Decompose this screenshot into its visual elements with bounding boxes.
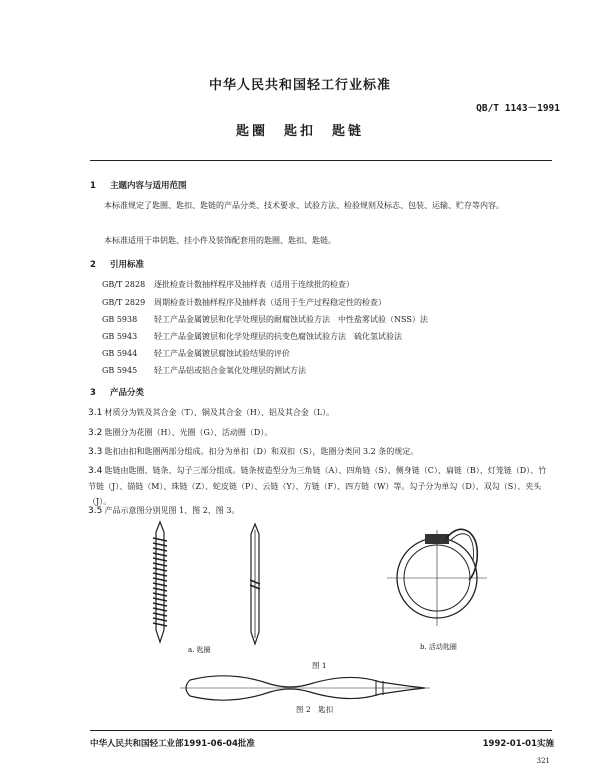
clause-text: 匙圈分为花圈（H）、光圈（G）、活动圈（D）。 (104, 428, 273, 437)
clause-text: 匙链由匙圈、链条、勾子三部分组成。链条按造型分为三角链（A）、四角链（S）、侧身链（C）、扁链（B）、灯笼链（D）、竹节链（J）、锚链（M）、珠链（Z）、蛇皮链（P）、云链（Y）、方链（F）、四方链（W）等。勾子分为单勾（D）、双勾（S）、夹头（J）。 (88, 466, 547, 506)
section-3-title: 产品分类 (110, 388, 145, 398)
reference-code: GB 5945 (102, 366, 138, 375)
reference-text: 逐批检查计数抽样程序及抽样表（适用于连续批的检查） (154, 280, 354, 289)
clause-number: 3.2 (88, 428, 103, 438)
section-1-paragraph-2: 本标准适用于串钥匙、挂小件及装饰配套用的匙圈、匙扣、匙链。 (104, 236, 336, 245)
active-key-ring-illustration (385, 520, 495, 630)
section-2-heading (90, 258, 144, 270)
figure-1b-label: b. 活动匙圈 (420, 643, 457, 651)
clause-number: 3.3 (88, 447, 103, 457)
reference-item (102, 296, 386, 309)
clause-number: 3.4 (88, 466, 103, 476)
standard-title: 中华人民共和国轻工行业标准 (208, 78, 391, 93)
figure-1-caption: 图 1 (312, 661, 327, 670)
reference-item (102, 347, 290, 360)
clause-3-2 (88, 425, 552, 441)
standard-code: QB/T 1143－1991 (476, 103, 560, 114)
section-3-number: 3 (90, 388, 96, 398)
reference-text: 轻工产品金属镀层腐蚀试验结果的评价 (154, 349, 290, 358)
section-2-title: 引用标准 (110, 260, 145, 270)
reference-item (102, 364, 306, 377)
clause-number: 3.5 (88, 506, 103, 516)
reference-code: GB/T 2829 (102, 298, 146, 307)
figure-1a-label: a. 匙圈 (188, 646, 211, 654)
clause-3-3 (88, 444, 552, 460)
clause-3-1 (88, 405, 552, 421)
reference-item (102, 278, 354, 291)
document-title: 匙圈 匙扣 匙链 (235, 124, 364, 139)
reference-item (102, 313, 428, 326)
section-1-paragraph-1: 本标准规定了匙圈、匙扣、匙链的产品分类、技术要求、试验方法、检验规则及标志、包装、运输、贮存等内容。 (104, 201, 504, 210)
reference-text: 周期检查计数抽样程序及抽样表（适用于生产过程稳定性的检查） (154, 298, 386, 307)
section-3-heading (90, 386, 144, 398)
key-clip-illustration (180, 668, 430, 708)
clause-number: 3.1 (88, 408, 103, 418)
key-ring-side-illustration (240, 522, 270, 647)
clause-3-5 (88, 503, 552, 519)
reference-code: GB 5938 (102, 315, 138, 324)
section-1-number: 1 (90, 181, 96, 191)
section-1-heading (90, 179, 187, 191)
reference-code: GB 5943 (102, 332, 138, 341)
clause-text: 材质分为铁及其合金（T）、铜及其合金（H）、铝及其合金（L）。 (104, 408, 335, 417)
reference-code: GB 5944 (102, 349, 138, 358)
key-ring-coil-illustration (140, 520, 180, 645)
reference-text: 轻工产品金属镀层和化学处理层的耐腐蚀试验方法 中性盐雾试验（NSS）法 (154, 315, 428, 324)
page-number: 321 (536, 757, 550, 765)
reference-text: 轻工产品金属镀层和化学处理层的抗变色腐蚀试验方法 硫化氢试验法 (154, 332, 402, 341)
clause-text: 产品示意图分别见图 1、图 2、图 3。 (104, 506, 240, 515)
approval-date: 中华人民共和国轻工业部1991-06-04批准 (90, 739, 255, 749)
footer-rule (90, 730, 552, 731)
reference-item (102, 330, 402, 343)
effective-date: 1992-01-01实施 (482, 739, 554, 749)
header-rule (90, 160, 552, 161)
figure-2-caption: 图 2 匙扣 (296, 705, 334, 714)
reference-code: GB/T 2828 (102, 280, 146, 289)
reference-text: 轻工产品铝或铝合金氧化处理层的测试方法 (154, 366, 306, 375)
section-2-number: 2 (90, 260, 96, 270)
clause-text: 匙扣由扣和匙圈两部分组成。扣分为单扣（D）和双扣（S），匙圈分类同 3.2 条的规定。 (104, 447, 419, 456)
section-1-title: 主题内容与适用范围 (110, 181, 187, 191)
